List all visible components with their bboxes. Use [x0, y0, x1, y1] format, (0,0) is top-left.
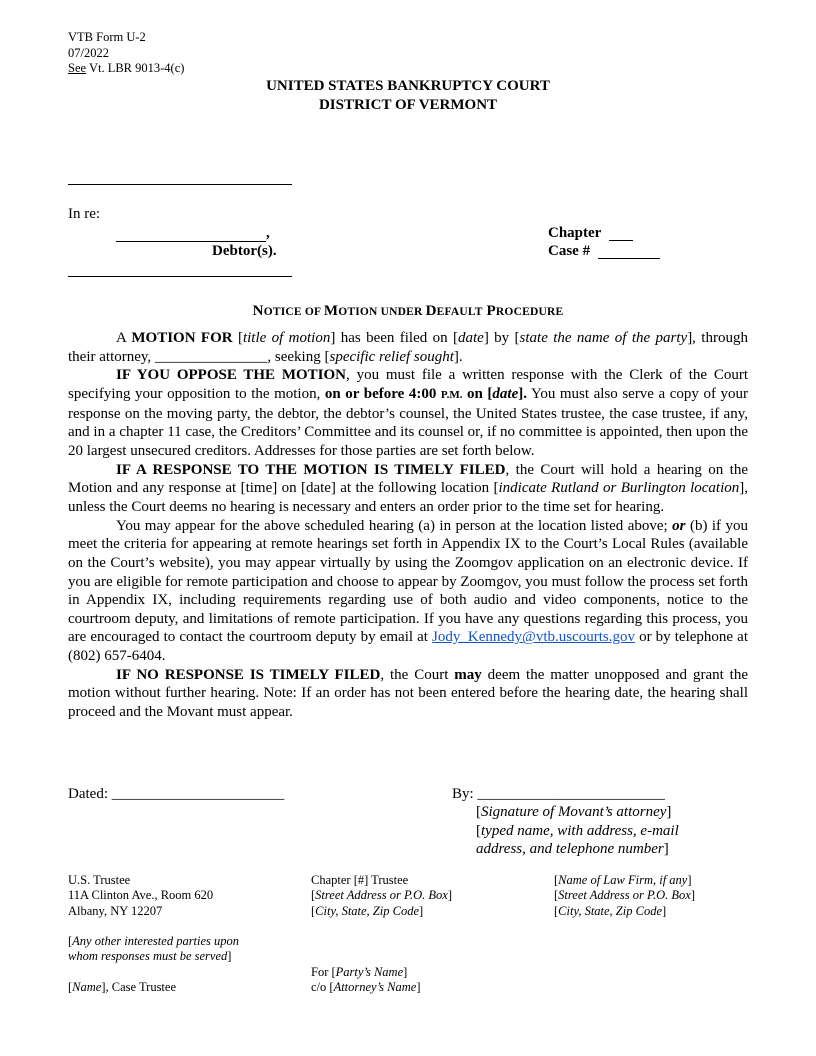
other-parties-line2: whom responses must be served] — [68, 949, 232, 964]
oppose-heading: IF YOU OPPOSE THE MOTION — [116, 367, 347, 384]
title-smallcaps: UNDER — [377, 306, 426, 318]
chapter-label: Chapter — [548, 225, 602, 241]
debtor-label: Debtor(s). — [212, 243, 277, 259]
text: Name — [72, 980, 102, 994]
chapter-trustee-city: [City, State, Zip Code] — [311, 903, 424, 918]
timely-filed-heading: IF A RESPONSE TO THE MOTION IS TIMELY FILED — [116, 461, 506, 478]
text: c/o [ — [311, 980, 334, 995]
text: ]. — [453, 348, 463, 365]
law-firm-address — [554, 873, 695, 919]
text: Attorney’s Name — [333, 980, 417, 995]
text: You must also serve a copy of your response on the moving party, the debtor, the debtor’s counsel, the United States trustee, the case trustee, if any, and in a chapter 11 case, the Creditors’ Committee and its counsel or, if no committee is appointed, then upon the 20 largest unsecured creditors. Addresses for those parties are set forth below. — [68, 386, 748, 459]
text: , the Court will hold a hearing on the Motion and any response at [time] on [date] at the following location [ — [68, 461, 748, 497]
text: whom responses must be served — [68, 949, 228, 964]
text: [ — [476, 804, 481, 820]
text: Street Address or P.O. Box — [558, 888, 691, 903]
text: ] by [ — [483, 330, 520, 346]
address-placeholder — [476, 840, 669, 859]
case-number-line — [598, 258, 660, 259]
text: (b) if you meet the criteria for appearing at remote hearings set forth in Appendix IX to the Court’s Local Rules (available on the Court’s website), you may appear virtually by using the Zoomgov application on an electronic device. If you are eligible for remote participation and choose to appear by Zoomgov, you must follow the process set forth in Appendix IX, including requirements regarding use of both audio and video components, notice to the courtroom deputy, and limitations of remote participation. If you have any questions regarding this process, you are encouraged to contact the courtroom deputy by email at — [68, 517, 748, 646]
text: Name of Law Firm, if any — [558, 873, 688, 887]
title-smallcaps: EFAULT — [436, 306, 483, 318]
text: For [ — [311, 965, 336, 979]
notice-body — [68, 329, 748, 722]
text: Party’s Name — [335, 965, 404, 979]
text: , you must file a written response with the Clerk of the Court specifying your opposition to the motion, — [68, 367, 748, 403]
or-emphasis: or — [672, 517, 686, 534]
court-header — [0, 77, 816, 114]
title-letter: M — [323, 303, 339, 319]
caption-top-rule — [68, 184, 292, 185]
text: P.M. — [440, 389, 463, 402]
text: address, and telephone number — [476, 841, 664, 857]
case-trustee: [Name], Case Trustee — [68, 980, 177, 994]
debtor-comma: , — [266, 225, 270, 241]
by-signature-line: By: _________________________ — [452, 786, 665, 802]
notice-title — [0, 303, 816, 320]
title-letter: P — [486, 303, 496, 319]
motion-for-label: MOTION FOR — [131, 330, 233, 346]
text: ], unless the Court deems no hearing is necessary and enters an order prior to the time set for hearing. — [68, 480, 748, 515]
form-identifier — [68, 30, 184, 77]
email-link[interactable]: Jody_Kennedy@vtb.uscourts.gov — [432, 629, 636, 646]
text: , the Court — [380, 666, 455, 683]
paragraph-motion — [68, 329, 748, 366]
other-parties-note — [68, 934, 239, 965]
chapter-trustee-address — [311, 873, 452, 919]
us-trustee-city: Albany, NY 12207 — [68, 903, 163, 918]
us-trustee-name: U.S. Trustee — [68, 873, 131, 887]
dated-line: Dated: _______________________ — [68, 786, 285, 802]
form-number: VTB Form U-2 — [68, 30, 146, 44]
text: Signature of Movant’s attorney — [481, 804, 667, 820]
placeholder-title-of-motion: title of motion — [242, 330, 331, 346]
case-number-label: Case # — [548, 243, 591, 259]
law-firm-name: [Name of Law Firm, if any] — [554, 873, 692, 887]
placeholder-location: indicate Rutland or Burlington location — [498, 480, 740, 497]
title-smallcaps: OTION — [338, 306, 378, 318]
text: [ — [232, 330, 243, 346]
court-district: DISTRICT OF VERMONT — [318, 96, 498, 113]
form-rule-reference — [68, 61, 184, 77]
text: City, State, Zip Code — [558, 903, 662, 918]
party-address — [311, 965, 420, 996]
text: on or before 4:00 — [324, 386, 441, 403]
see-label: See — [68, 61, 87, 75]
signature-placeholder — [476, 803, 671, 822]
title-letter: N — [252, 303, 264, 319]
deadline — [325, 386, 527, 402]
court-name: UNITED STATES BANKRUPTCY COURT — [266, 78, 550, 94]
title-smallcaps: OTICE — [263, 306, 302, 318]
text: ]. — [518, 386, 527, 403]
placeholder-date: date — [492, 386, 519, 403]
law-firm-street: [Street Address or P.O. Box] — [554, 888, 695, 903]
law-firm-city: [City, State, Zip Code] — [554, 903, 667, 918]
paragraph-appearance — [68, 517, 748, 666]
text: ] — [666, 804, 672, 820]
title-smallcaps: ROCEDURE — [495, 306, 564, 318]
paragraph-oppose — [68, 366, 748, 460]
rule-reference: Vt. LBR 9013-4(c) — [86, 61, 185, 75]
text: [ — [476, 823, 481, 839]
caption-bottom-rule — [68, 276, 292, 277]
text: typed name, with address, e-mail — [481, 823, 679, 839]
paragraph-hearing — [68, 461, 748, 517]
text: ] has been filed on [ — [330, 330, 458, 346]
paragraph-no-response — [68, 666, 748, 722]
no-response-heading: IF NO RESPONSE IS TIMELY FILED — [116, 666, 381, 683]
text: ] — [663, 841, 669, 857]
text: deem the matter unopposed and grant the motion without further hearing. Note: If an order has not been entered before the hearing date, the hearing shall proceed and the Movant must appear. — [68, 666, 748, 721]
text: A — [116, 330, 132, 346]
chapter-trustee-name: Chapter [#] Trustee — [311, 873, 409, 887]
text: Street Address or P.O. Box — [315, 888, 448, 903]
in-re-label: In re: — [68, 206, 101, 222]
text: You may appear for the above scheduled hearing (a) in person at the location listed above; — [116, 517, 673, 534]
placeholder-date: date — [457, 330, 484, 346]
may-emphasis: may — [454, 666, 482, 683]
chapter-number-line — [609, 240, 633, 241]
chapter-trustee-street: [Street Address or P.O. Box] — [311, 888, 452, 903]
text: or by telephone at (802) 657-6404. — [68, 629, 748, 664]
other-parties-line1: [Any other interested parties upon — [68, 934, 240, 948]
us-trustee-address — [68, 873, 213, 919]
form-date: 07/2022 — [68, 45, 109, 60]
text: , Case Trustee — [105, 980, 177, 994]
placeholder-relief: specific relief sought — [329, 348, 454, 365]
party-for-line: For [Party’s Name] — [311, 965, 408, 979]
placeholder-party: state the name of the party — [519, 330, 688, 346]
text: Any other interested parties upon — [72, 934, 240, 948]
title-letter: D — [425, 303, 437, 319]
us-trustee-street: 11A Clinton Ave., Room 620 — [68, 888, 214, 903]
text: City, State, Zip Code — [315, 903, 419, 918]
title-smallcaps: OF — [301, 306, 324, 318]
typed-name-placeholder — [476, 822, 679, 841]
party-attorney-line: c/o [Attorney’s Name] — [311, 980, 421, 995]
text: ], through their attorney, _______________, seeking [ — [68, 330, 748, 365]
text: on [ — [462, 386, 493, 403]
